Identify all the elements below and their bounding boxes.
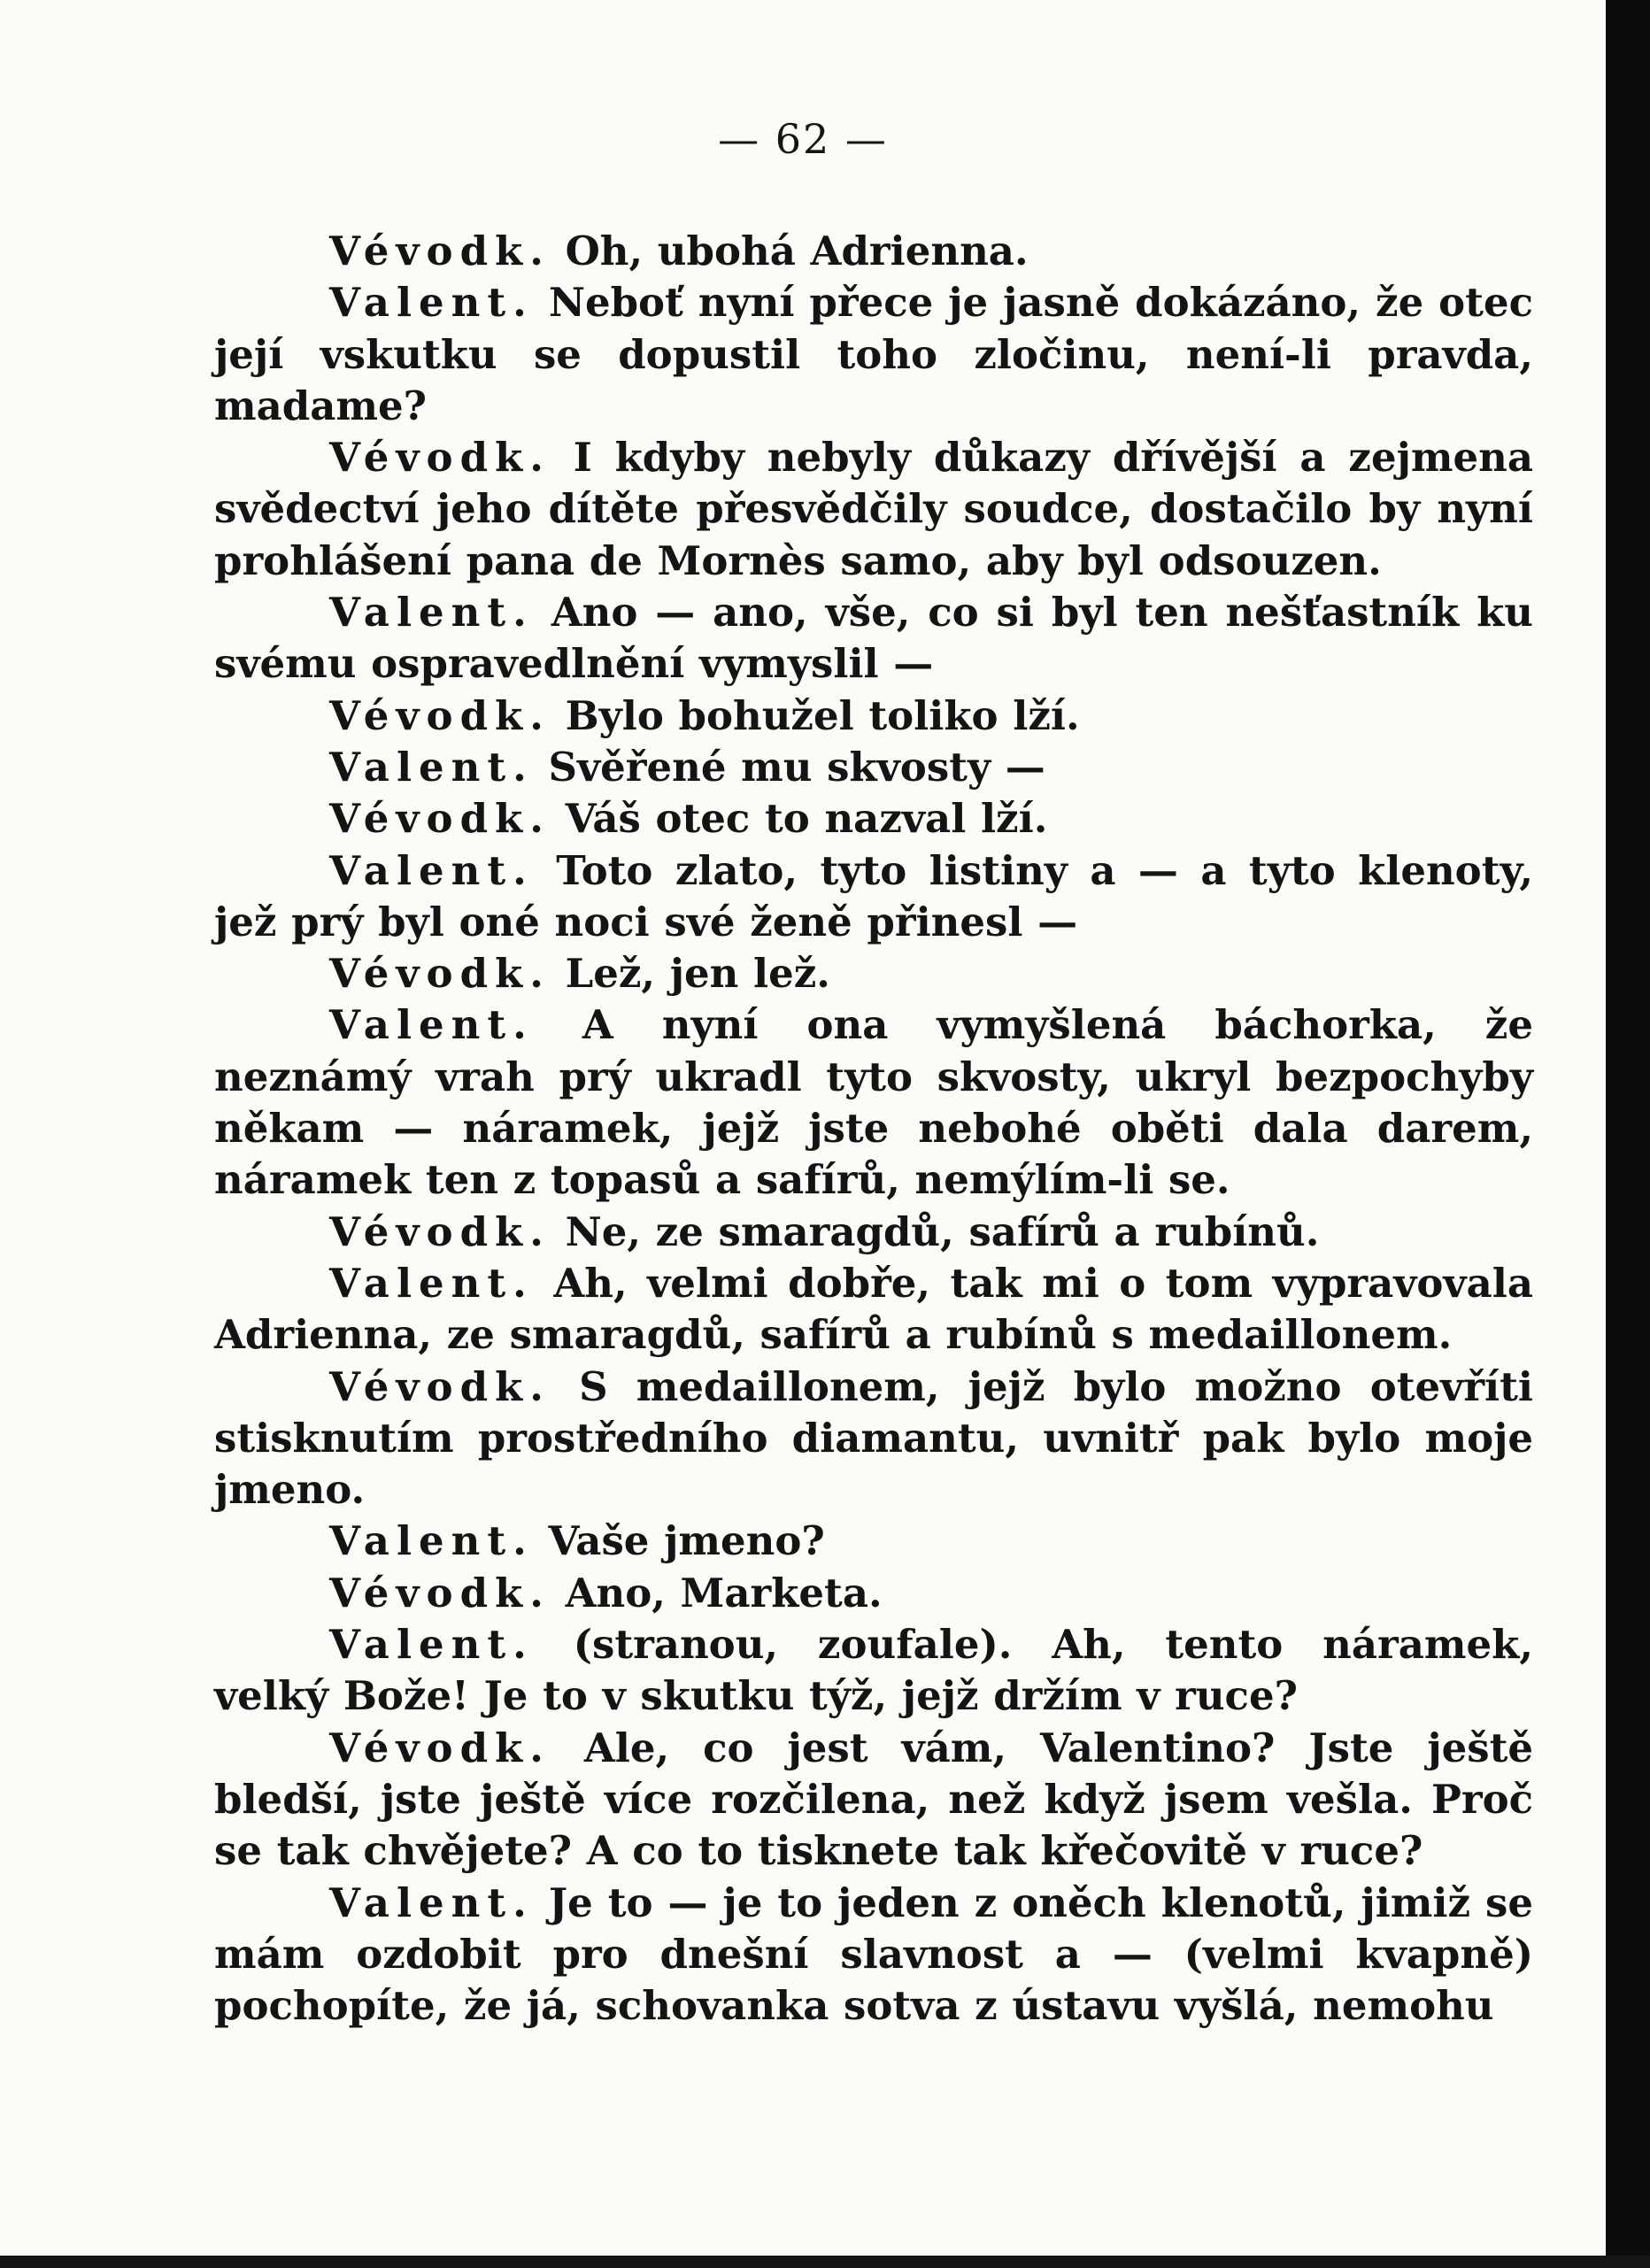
line-text: S medaillonem, jejž bylo možno otevříti stisknutím prostředního diamantu, uvnitř pak bylo moje jmeno. bbox=[214, 1362, 1533, 1514]
line-text: Ah, velmi dobře, tak mi o tom vypravovala Adrienna, ze smaragdů, safírů a rubínů s medaillonem. bbox=[214, 1259, 1533, 1359]
speaker-name: Valent. bbox=[329, 1001, 534, 1049]
line-text: Ano, Marketa. bbox=[565, 1569, 883, 1616]
speaker-name: Valent. bbox=[329, 743, 534, 791]
scan-edge-bottom bbox=[0, 2256, 1650, 2268]
speaker-name: Vévodk. bbox=[329, 795, 551, 843]
dialogue-line bbox=[214, 277, 1533, 432]
line-text: Ne, ze smaragdů, safírů a rubínů. bbox=[565, 1207, 1320, 1255]
dialogue-line bbox=[214, 432, 1533, 587]
dialogue-line bbox=[214, 1258, 1533, 1362]
speaker-name: Valent. bbox=[329, 1878, 534, 1926]
line-text: Oh, ubohá Adrienna. bbox=[565, 228, 1029, 274]
line-text: A nyní ona vymyšlená báchorka, že neznámý vrah prý ukradl tyto skvosty, ukryl bezpochyby někam — náramek, jejž jste nebohé oběti dala darem, náramek ten z topasů a safírů, nemýlím-li se. bbox=[214, 1001, 1533, 1204]
speaker-name: Valent. bbox=[329, 846, 534, 894]
speaker-name: Valent. bbox=[329, 589, 534, 636]
line-text: Ale, co jest vám, Valentino? Jste ještě bledší, jste ještě více rozčilena, než když jsem vešla. Proč se tak chvějete? A co to tisknete tak křečovitě v ruce? bbox=[214, 1724, 1533, 1875]
speaker-name: Vévodk. bbox=[329, 1207, 551, 1255]
dialogue-line bbox=[214, 1362, 1533, 1516]
dialogue-line bbox=[214, 948, 1533, 999]
speaker-name: Vévodk. bbox=[329, 228, 551, 274]
line-text: Je to — je to jeden z oněch klenotů, jimiž se mám ozdobit pro dnešní slavnost a — (velmi kvapně) pochopíte, že já, schovanka sotva z ústavu vyšlá, nemohu bbox=[214, 1878, 1533, 2030]
line-text: (stranou, zoufale). Ah, tento náramek, velký Bože! Je to v skutku týž, jejž držím v ruce? bbox=[214, 1621, 1533, 1720]
dialogue-line bbox=[214, 1878, 1533, 2033]
speaker-name: Valent. bbox=[329, 1517, 534, 1565]
line-text: Bylo bohužel toliko lží. bbox=[565, 691, 1080, 739]
line-text: Lež, jen lež. bbox=[565, 950, 830, 998]
dialogue-line bbox=[214, 1619, 1533, 1723]
line-text: Ano — ano, vše, co si byl ten nešťastník ku svému ospravedlnění vymyslil — bbox=[214, 589, 1533, 688]
dialogue-line bbox=[214, 1516, 1533, 1567]
scan-edge-right bbox=[1606, 0, 1650, 2268]
speaker-name: Vévodk. bbox=[329, 434, 551, 482]
dialogue-line bbox=[214, 226, 1533, 277]
speaker-name: Vévodk. bbox=[329, 1362, 551, 1410]
line-text: Toto zlato, tyto listiny a — a tyto klenoty, jež prý byl oné noci své ženě přinesl — bbox=[214, 846, 1533, 945]
dialogue-line bbox=[214, 1568, 1533, 1619]
dialogue-line bbox=[214, 999, 1533, 1206]
dialogue-line bbox=[214, 587, 1533, 690]
speaker-name: Valent. bbox=[329, 279, 534, 327]
dialogue-line bbox=[214, 1723, 1533, 1878]
page-number: — 62 — bbox=[718, 115, 888, 163]
line-text: Neboť nyní přece je jasně dokázáno, že otec její vskutku se dopustil toho zločinu, není-li pravda, madame? bbox=[214, 279, 1534, 429]
line-text: Svěřené mu skvosty — bbox=[548, 743, 1045, 791]
speaker-name: Vévodk. bbox=[329, 1724, 551, 1771]
speaker-name: Valent. bbox=[329, 1621, 534, 1669]
dialogue-line bbox=[214, 845, 1533, 949]
dialogue-text bbox=[214, 226, 1533, 2032]
dialogue-line bbox=[214, 1207, 1533, 1258]
dialogue-line bbox=[214, 742, 1533, 793]
dialogue-line bbox=[214, 793, 1533, 845]
dialogue-line bbox=[214, 690, 1533, 742]
line-text: Váš otec to nazval lží. bbox=[565, 795, 1048, 843]
speaker-name: Valent. bbox=[329, 1259, 534, 1307]
speaker-name: Vévodk. bbox=[329, 691, 551, 739]
line-text: I kdyby nebyly důkazy dřívější a zejmena svědectví jeho dítěte přesvědčily soudce, dostačilo by nyní prohlášení pana de Mornès samo, aby byl odsouzen. bbox=[214, 434, 1533, 584]
speaker-name: Vévodk. bbox=[329, 950, 551, 998]
speaker-name: Vévodk. bbox=[329, 1569, 551, 1616]
line-text: Vaše jmeno? bbox=[548, 1517, 825, 1565]
